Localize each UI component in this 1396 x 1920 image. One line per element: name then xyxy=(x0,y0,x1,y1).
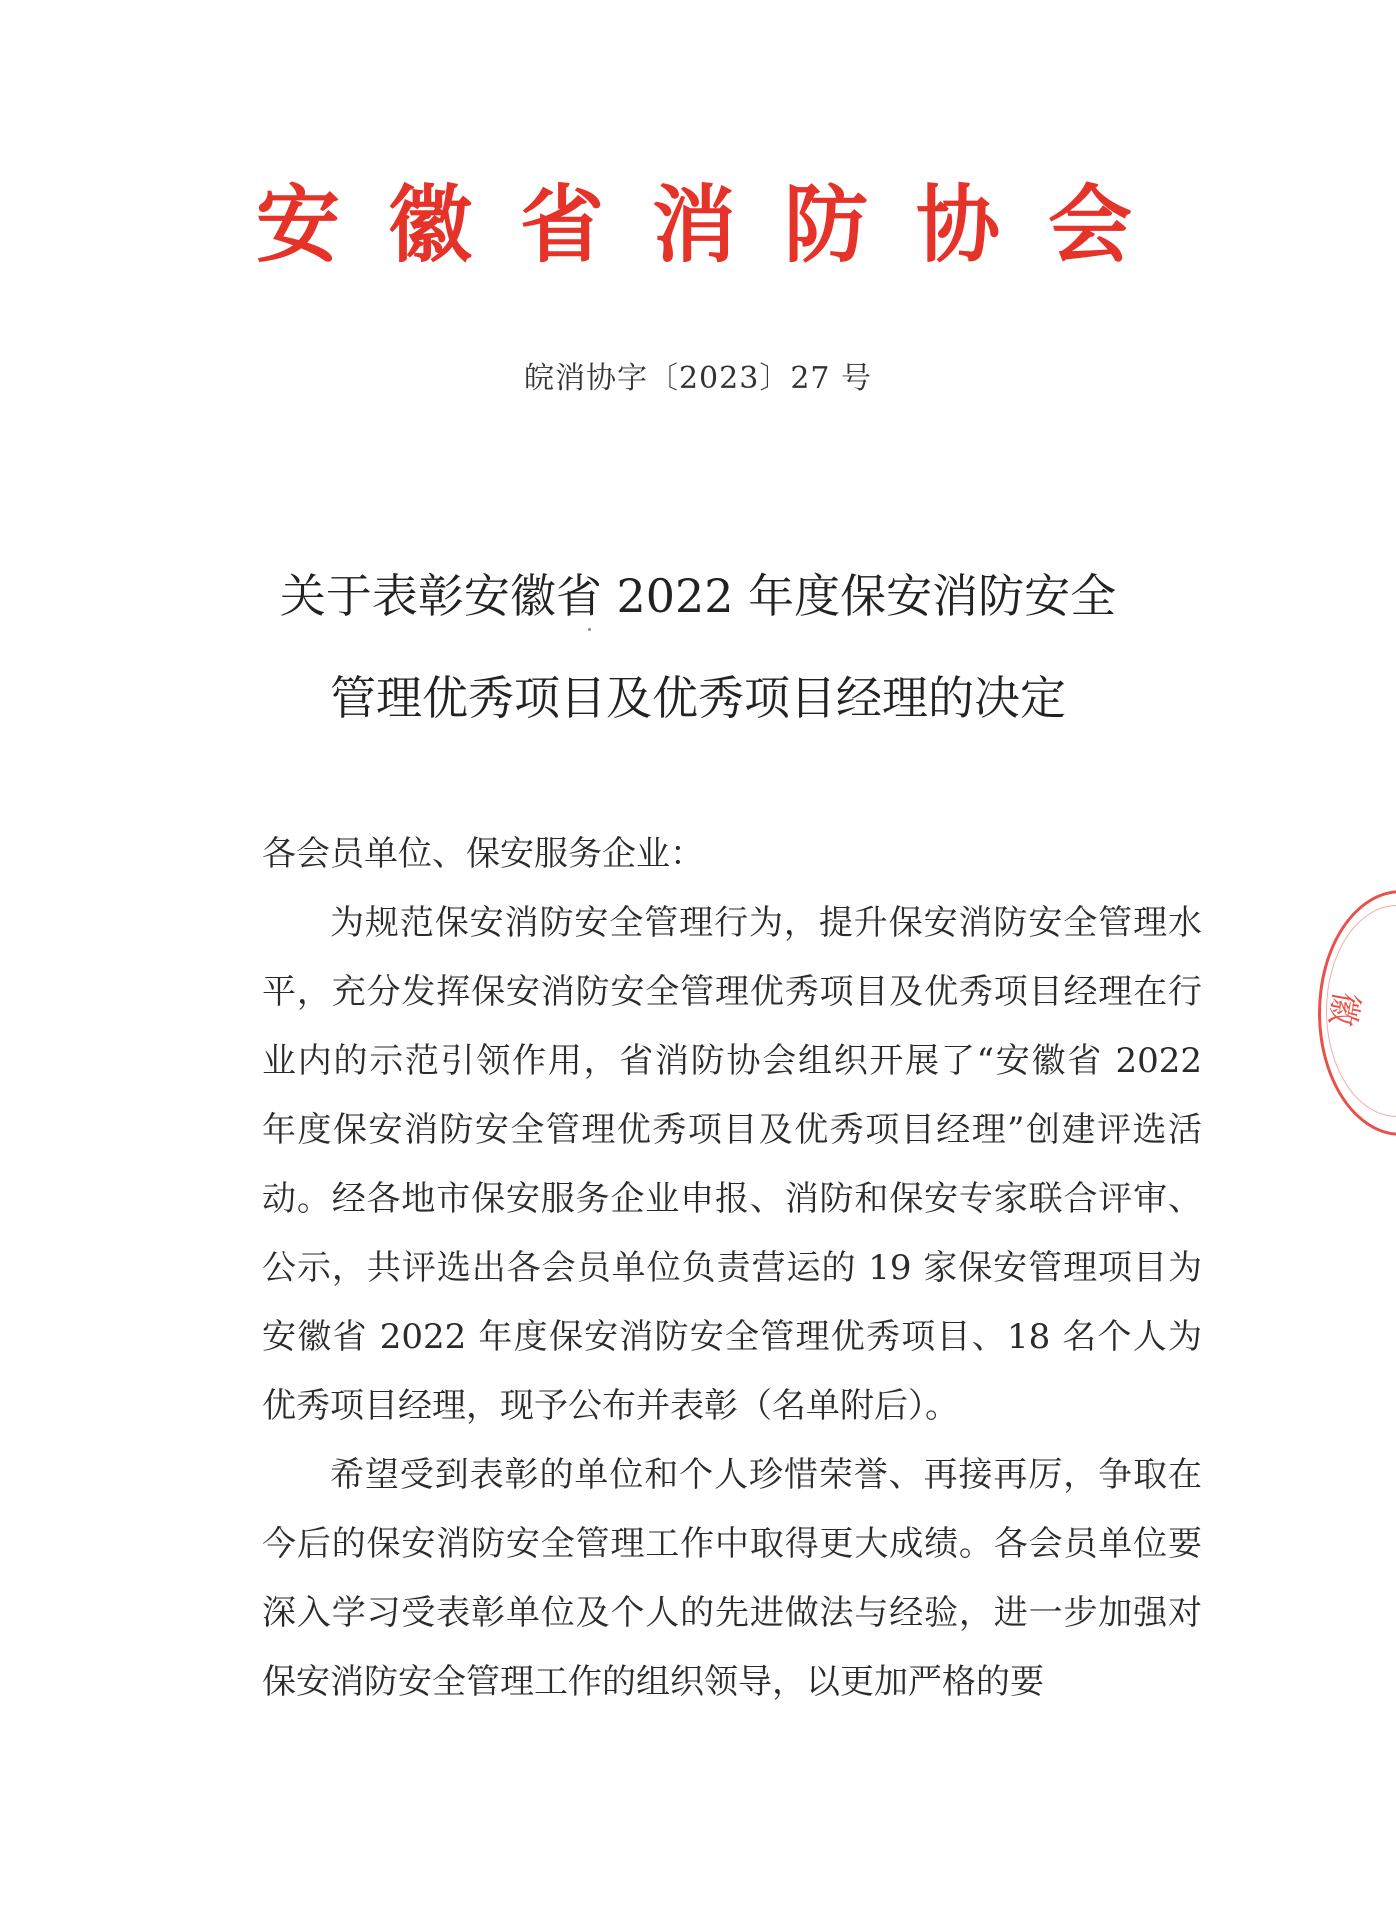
body-paragraph: 希望受到表彰的单位和个人珍惜荣誉、再接再厉，争取在今后的保安消防安全管理工作中取得更大成绩。各会员单位要深入学习受表彰单位及个人的先进做法与经验，进一步加强对保安消防安全管理工作的组织领导，以更加严格的要 xyxy=(262,1455,1202,1702)
title-line-2: 管理优秀项目及优秀项目经理的决定 xyxy=(330,671,1066,725)
title-line-1: 关于表彰安徽省 2022 年度保安消防安全 xyxy=(279,569,1117,623)
document-title xyxy=(0,545,1396,749)
official-seal-text: 徽 xyxy=(1320,988,1367,1030)
salutation: 各会员单位、保安服务企业： xyxy=(262,834,704,874)
document-number: 皖消协字〔2023〕27 号 xyxy=(523,361,873,396)
body-paragraph: 为规范保安消防安全管理行为，提升保安消防安全管理水平，充分发挥保安消防安全管理优秀项目及优秀项目经理在行业内的示范引领作用，省消防协会组织开展了“安徽省 2022 年度保安消防安全管理优秀项目及优秀项目经理”创建评选活动。经各地市保安服务企业申报、消防和保安专家联合评审、公示，共评选出各会员单位负责营运的 19 家保安管理项目为安徽省 2022 年度保安消防安全管理优秀项目、18 名个人为优秀项目经理，现予公布并表彰（名单附后）。 xyxy=(262,903,1202,1426)
organization-header: 安徽省消防协会 xyxy=(255,175,1180,274)
document-body xyxy=(262,820,1202,1717)
scan-speck xyxy=(588,628,591,631)
